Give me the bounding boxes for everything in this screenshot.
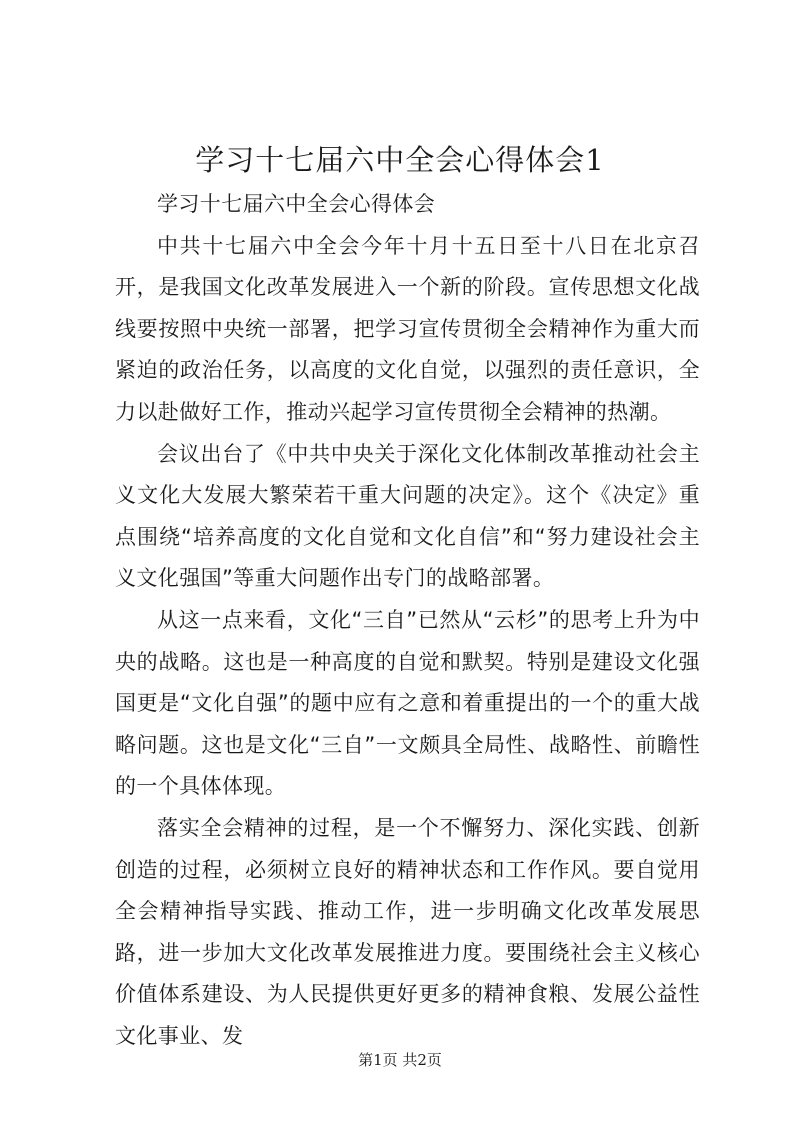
paragraph: 会议出台了《中共中央关于深化文化体制改革推动社会主义文化大发展大繁荣若干重大问题的决定》。这个《决定》重点围绕“培养高度的文化自觉和文化自信”和“努力建设社会主义文化强国”等重大问题作出专门的战略部署。 [115, 441, 700, 591]
paragraph: 从这一点来看，文化“三自”已然从“云杉”的思考上升为中央的战略。这也是一种高度的自觉和默契。特别是建设文化强国更是“文化自强”的题中应有之意和着重提出的一个的重大战略问题。这也是文化“三自”一文颇具全局性、战略性、前瞻性的一个具体体现。 [115, 607, 700, 799]
document-body [115, 184, 700, 1057]
document-title: 学习十七届六中全会心得体会1 [195, 143, 605, 177]
paragraph: 中共十七届六中全会今年十月十五日至十八日在北京召开，是我国文化改革发展进入一个新的阶段。宣传思想文化战线要按照中央统一部署，把学习宣传贯彻全会精神作为重大而紧迫的政治任务，以高度的文化自觉，以强烈的责任意识，全力以赴做好工作，推动兴起学习宣传贯彻全会精神的热潮。 [115, 233, 700, 424]
paragraph: 学习十七届六中全会心得体会 [157, 192, 436, 216]
paragraph: 落实全会精神的过程，是一个不懈努力、深化实践、创新创造的过程，必须树立良好的精神状态和工作作风。要自觉用全会精神指导实践、推动工作，进一步明确文化改革发展思路，进一步加大文化改革发展推进力度。要围绕社会主义核心价值体系建设、为人民提供更好更多的精神食粮、发展公益性文化事业、发 [115, 815, 700, 1048]
page-footer: 第1页 共2页 [358, 1051, 442, 1069]
